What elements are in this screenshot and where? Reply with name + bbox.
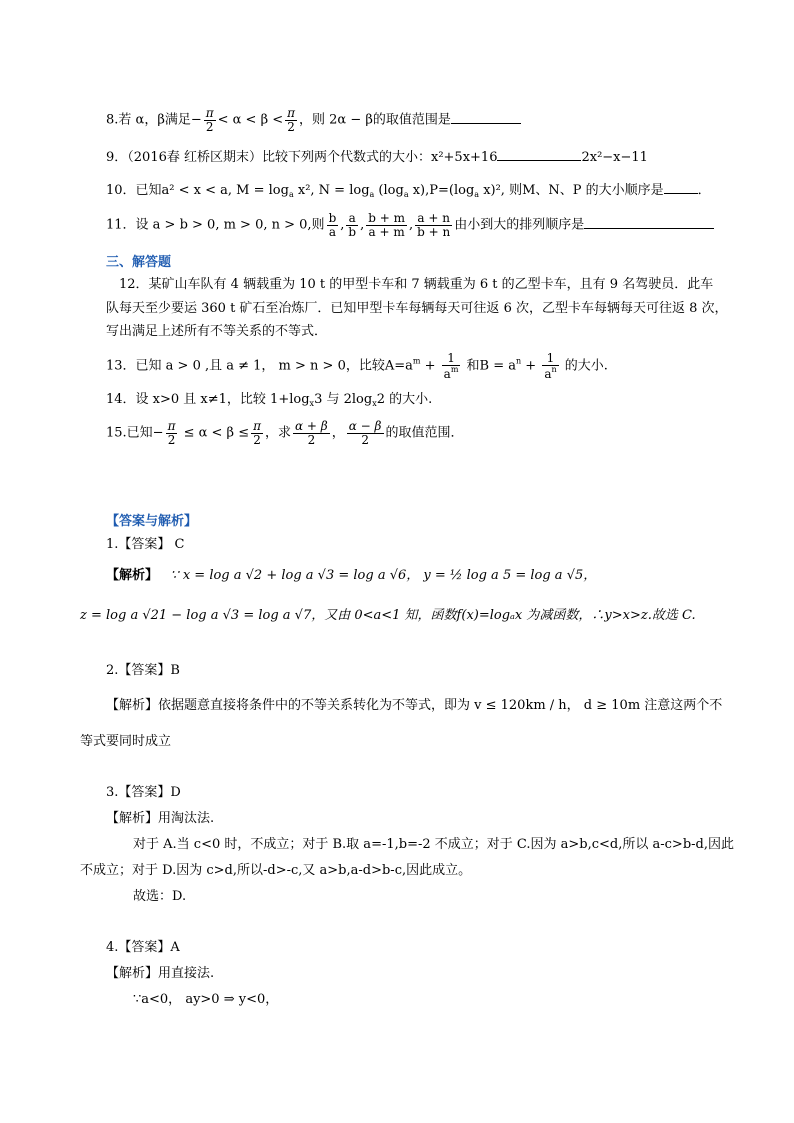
q10-base-3: a <box>403 190 409 199</box>
q14-t2: 2 的大小. <box>376 392 433 407</box>
q9-prefix: 9．（2016春 红桥区期末）比较下列两个代数式的大小：x²+5x+16 <box>106 150 498 165</box>
answer-4-label: 4.【答案】A <box>106 940 180 955</box>
q13-suffix: 的大小. <box>560 358 608 374</box>
q13-mid: 和B = a <box>462 358 516 374</box>
q15-fraction-1: $\frac{\pi}{2}$ <box>167 419 176 447</box>
q10-t1: x², N = log <box>293 183 370 198</box>
question-15 <box>106 420 464 446</box>
q8-fraction-1: $\frac{\pi}{2}$ <box>205 106 214 134</box>
answer-1-explanation-line-2: z = log a √21 − log a √3 = log a √7，又由 0<a<1 知，函数f(x)=logₐx 为减函数，∴y>x>z.故选 C. <box>80 608 696 623</box>
answer-3-explanation-line-4: 故选：D. <box>133 889 187 904</box>
answer-3-explanation-line-2: 对于 A.当 c<0 时，不成立；对于 B.取 a=-1,b=-2 不成立；对于 C.因为 a>b,c<d,所以 a-c>b-d,因此 <box>133 837 734 852</box>
q11-prefix: 11．设 a > b > 0, m > 0, n > 0,则 <box>106 217 325 233</box>
answer-2-label: 2.【答案】B <box>106 663 180 678</box>
q13-exp-1: m <box>412 356 421 366</box>
question-11: 11．设 a > b > 0, m > 0, n > 0,则 $\frac{b}{a}$ , $\frac{a}{b}$ , $\frac{b + m}{a + m}$ , $\frac{a + n}{b + n}$ 由小到大的排列顺序是 <box>106 212 714 238</box>
q15-sep: ， <box>331 425 345 441</box>
question-10 <box>106 181 711 199</box>
question-8 <box>106 107 521 133</box>
question-12-line-1: 12．某矿山车队有 4 辆载重为 10 t 的甲型卡车和 7 辆载重为 6 t 的乙型卡车，且有 9 名驾驶员．此车 <box>119 277 714 292</box>
section-heading-answers: 三、解答题 <box>106 255 172 270</box>
q10-base-4: a <box>474 190 480 199</box>
q11-fraction-2: $\frac{a}{b}$ <box>348 211 357 239</box>
answer-3-label: 3.【答案】D <box>106 785 181 800</box>
q15-fraction-4: $\frac{\alpha - \beta}{2}$ <box>348 419 382 447</box>
answer-1-label: 1.【答案】 C <box>106 537 185 552</box>
answer-3-explanation-line-1: 【解析】用淘汰法. <box>106 811 215 826</box>
answer-1-exp-label: 【解析】 <box>106 568 159 583</box>
q13-prefix: 13．已知 a > 0 ,且 a ≠ 1， m > n > 0，比较A=a <box>106 358 413 374</box>
q13-fraction-1: $\frac{1}{a^m}$ <box>443 351 459 381</box>
q9-answer-blank <box>497 148 581 161</box>
answer-1-explanation-line-1 <box>106 569 596 582</box>
answer-2-explanation-line-1: 【解析】依据题意直接将条件中的不等关系转化为不等式，即为 v ≤ 120km / h， d ≥ 10m 注意这两个不 <box>106 698 723 713</box>
q10-base-1: a <box>288 190 294 199</box>
q15-prefix: 15.已知− <box>106 425 164 441</box>
q10-answer-blank <box>664 181 698 194</box>
q11-fraction-1: $\frac{b}{a}$ <box>328 211 337 239</box>
q8-suffix: ，则 2α − β的取值范围是 <box>299 112 451 128</box>
question-14 <box>106 393 432 408</box>
q10-text: 10．已知a² < x < a, M = log <box>106 183 289 198</box>
q10-base-2: a <box>369 190 375 199</box>
q15-mid: ≤ α < β ≤ <box>179 425 250 441</box>
q8-fraction-2: $\frac{\pi}{2}$ <box>287 106 296 134</box>
q14-t1: 3 与 2log <box>314 392 373 407</box>
answer-1-exp-text-1: ∵ x = log a √2 + log a √3 = log a √6， y = ½ log a 5 = log a √5， <box>170 568 597 583</box>
q15-suffix: 的取值范围． <box>385 425 464 441</box>
question-9 <box>106 148 648 164</box>
question-12-line-2: 队每天至少要运 360 t 矿石至冶炼厂．已知甲型卡车每辆每天可往返 6 次，乙型卡车每辆每天可往返 8 次， <box>106 301 728 316</box>
q14-text: 14．设 x>0 且 x≠1，比较 1+log <box>106 392 310 407</box>
answer-2-explanation-line-2: 等式要同时成立 <box>80 734 172 749</box>
q10-t3: x),P=(log <box>408 183 475 198</box>
q14-base-2: x <box>372 399 377 408</box>
answer-4-explanation-line-1: 【解析】用直接法. <box>106 966 215 981</box>
q13-plus-2: + <box>521 358 541 374</box>
question-12-line-3: 写出满足上述所有不等关系的不等式． <box>106 324 328 339</box>
q11-suffix: 由小到大的排列顺序是 <box>454 217 585 233</box>
q8-mid: < α < β < <box>217 112 284 128</box>
q15-fraction-2: $\frac{\pi}{2}$ <box>253 419 261 447</box>
q11-answer-blank <box>584 216 714 229</box>
q14-base-1: x <box>309 399 315 408</box>
q13-fraction-2: $\frac{1}{a^n}$ <box>544 351 557 381</box>
answer-3-explanation-line-3: 不成立；对于 D.因为 c>d,所以-d>-c,又 a>b,a-d>b-c,因此成立。 <box>80 863 472 878</box>
q10-t2: (log <box>374 183 404 198</box>
answer-4-explanation-line-2: ∵a<0， ay>0 ⇒ y<0， <box>133 992 279 1007</box>
q9-suffix: 2x²−x−11 <box>581 150 648 165</box>
q15-m2: ，求 <box>265 425 292 441</box>
q11-fraction-3: $\frac{b + m}{a + m}$ <box>368 211 405 239</box>
q13-exp-2: n <box>516 356 522 366</box>
q15-fraction-3: $\frac{\alpha + \beta}{2}$ <box>295 419 328 447</box>
question-13 <box>106 352 608 380</box>
q8-prefix: 8.若 α，β满足− <box>106 112 202 128</box>
q8-answer-blank <box>451 111 521 124</box>
q10-end: ． <box>697 183 711 198</box>
answers-heading: 【答案与解析】 <box>106 514 198 529</box>
q10-t4: x)², 则M、N、P 的大小顺序是 <box>479 183 664 198</box>
q11-fraction-4: $\frac{a + n}{b + n}$ <box>417 211 451 239</box>
q13-plus-1: + <box>420 358 440 374</box>
